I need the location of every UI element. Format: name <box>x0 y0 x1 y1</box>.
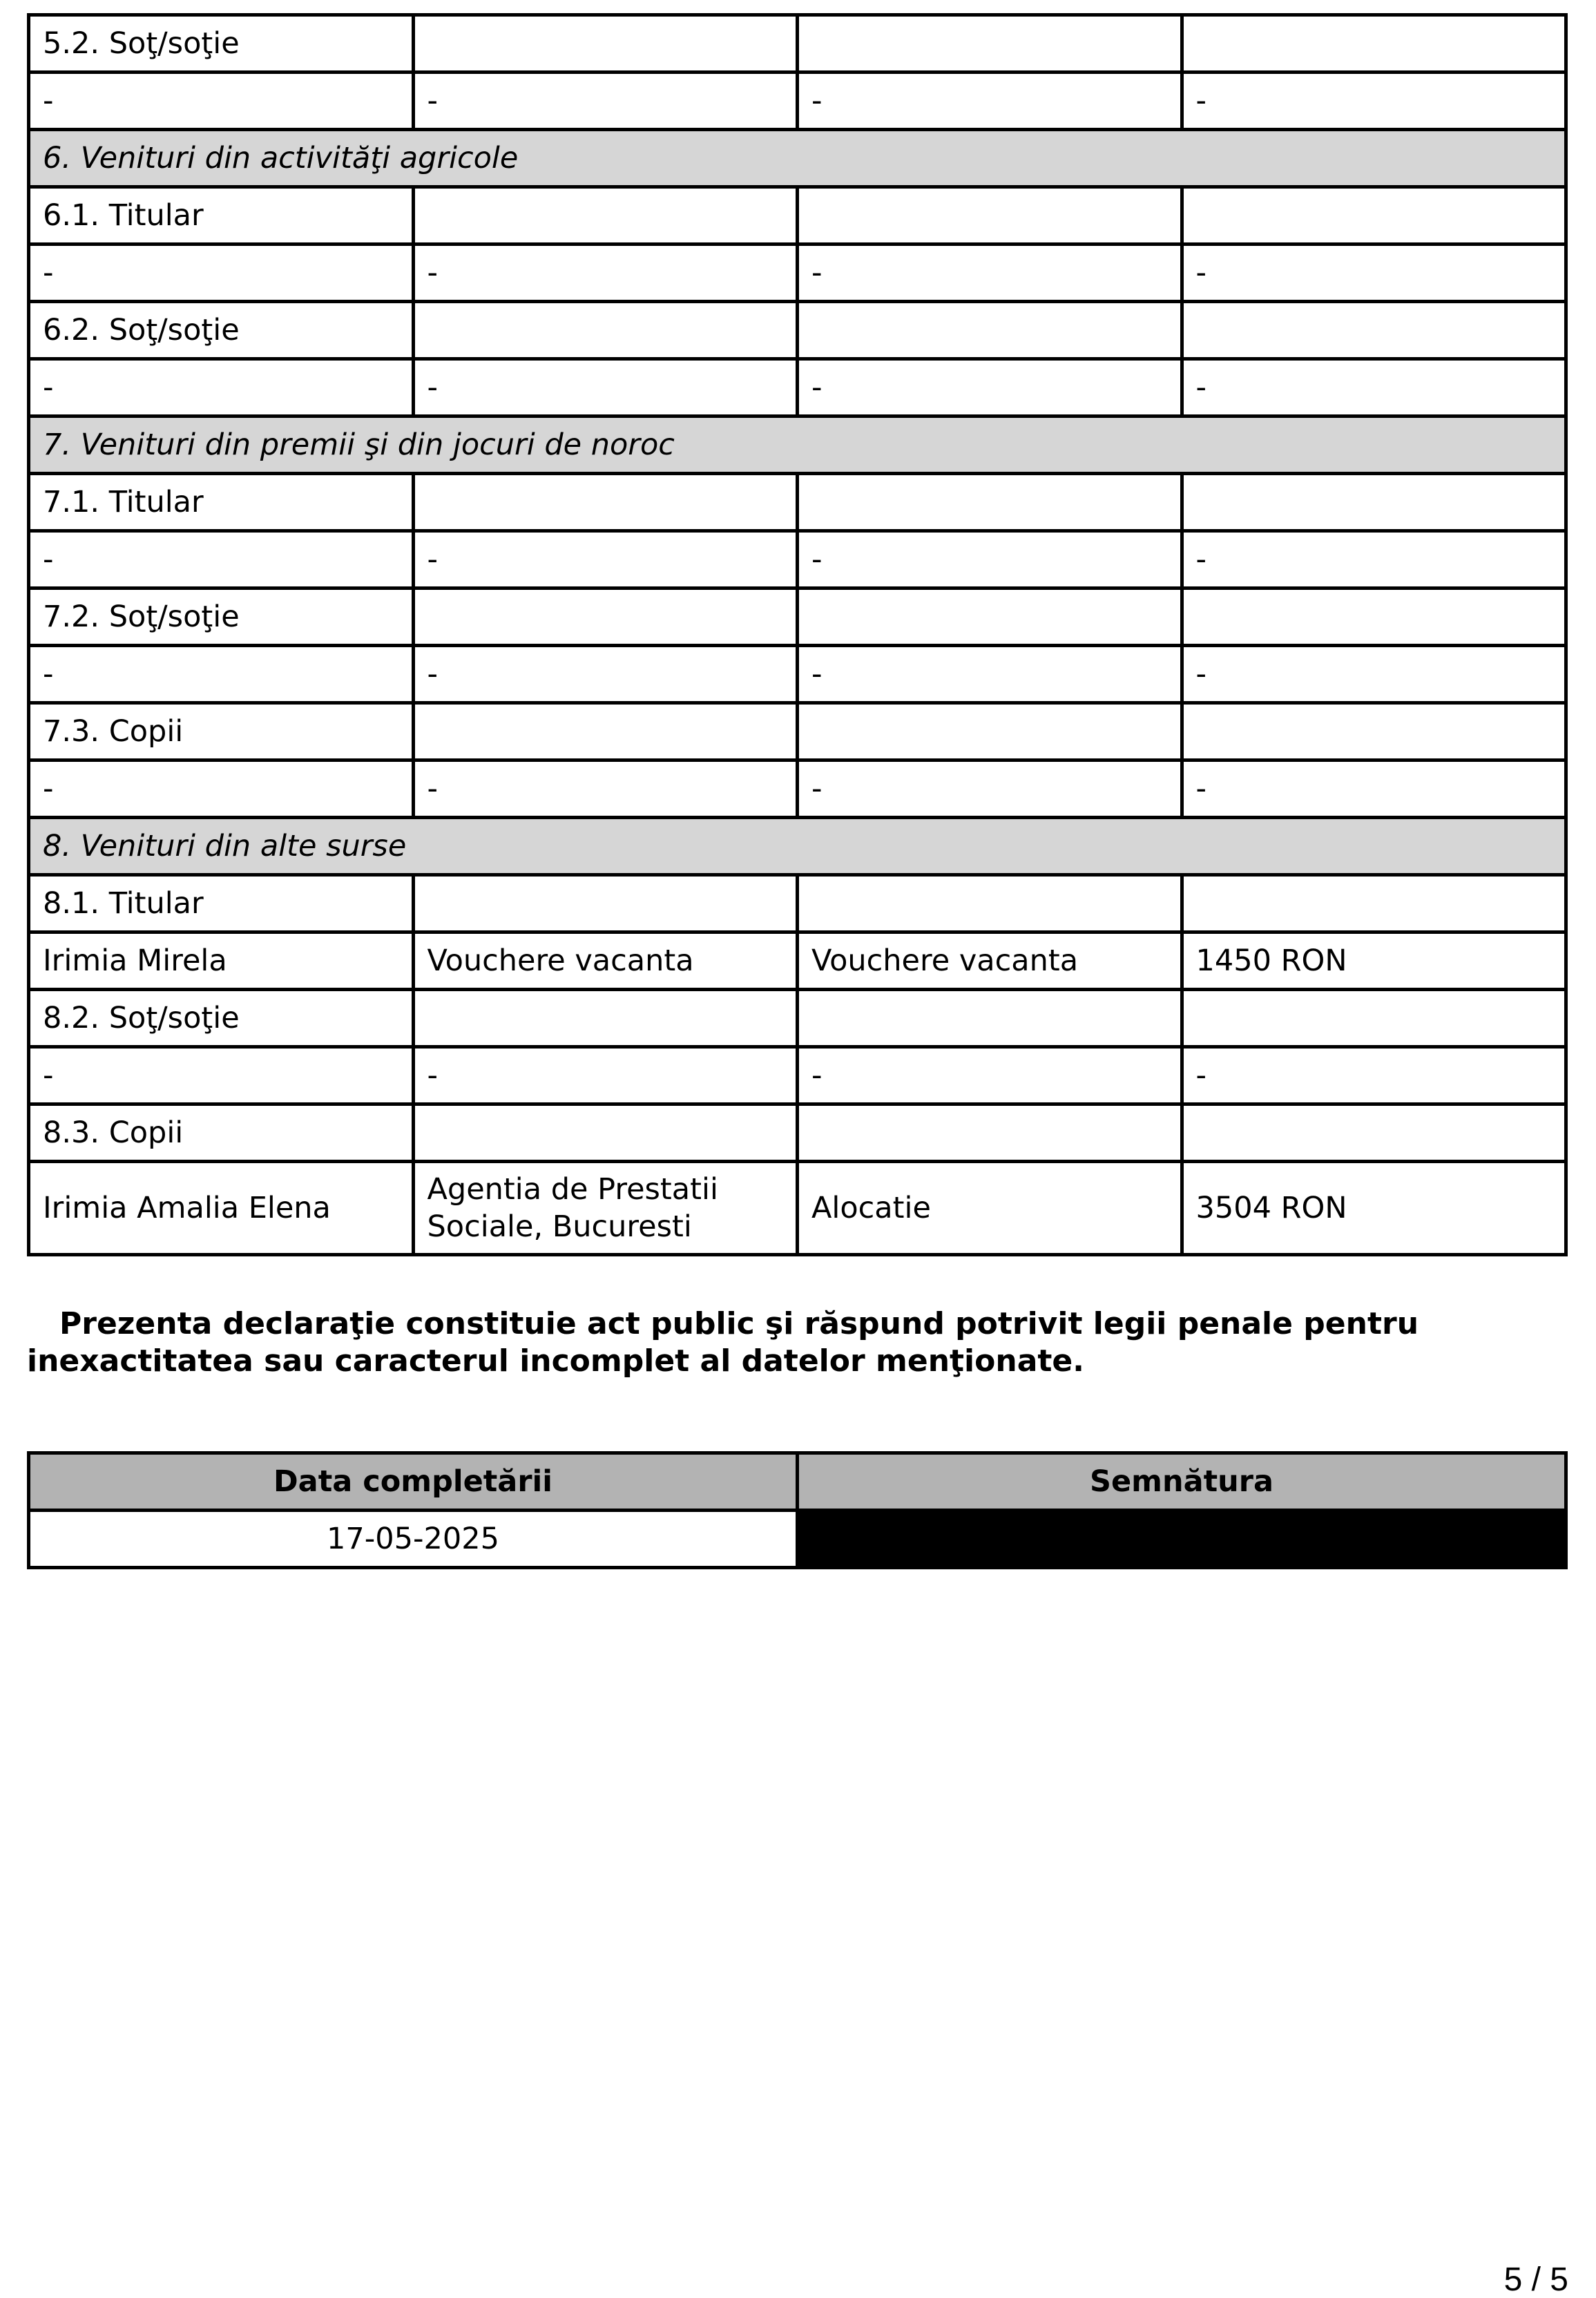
table-cell: - <box>29 646 414 703</box>
subsection-row <box>29 15 1566 73</box>
table-cell <box>1182 15 1566 73</box>
table-cell: 7.3. Copii <box>29 703 414 760</box>
declaration-statement: Prezenta declaraţie constituie act public şi răspund potrivit legii penale pentru inexactitatea sau caracterul incomplet al datelor menţionate. <box>27 1306 1419 1379</box>
table-row <box>29 1047 1566 1104</box>
table-cell: - <box>798 531 1182 588</box>
table-cell: Vouchere vacanta <box>413 932 798 990</box>
table-cell <box>1182 302 1566 359</box>
table-cell: - <box>413 245 798 302</box>
table-cell: - <box>413 359 798 416</box>
table-cell: - <box>1182 1047 1566 1104</box>
table-cell <box>798 187 1182 245</box>
table-row <box>29 1162 1566 1255</box>
table-cell <box>413 990 798 1047</box>
table-cell: - <box>798 73 1182 130</box>
table-cell <box>413 15 798 73</box>
table-cell <box>798 875 1182 932</box>
table-cell <box>798 588 1182 646</box>
date-header: Data completării <box>29 1453 798 1511</box>
table-cell: Agentia de Prestatii Sociale, Bucuresti <box>413 1162 798 1255</box>
table-cell: - <box>1182 760 1566 818</box>
table-cell <box>1182 474 1566 531</box>
table-cell <box>1182 1104 1566 1162</box>
table-cell <box>798 474 1182 531</box>
section-header-row <box>29 818 1566 875</box>
table-cell: - <box>29 359 414 416</box>
table-cell: 5.2. Soţ/soţie <box>29 15 414 73</box>
table-cell <box>1182 703 1566 760</box>
table-cell <box>413 875 798 932</box>
table-cell <box>798 302 1182 359</box>
income-table <box>27 13 1568 1256</box>
section-title: 6. Venituri din activităţi agricole <box>29 130 1566 187</box>
table-cell <box>413 703 798 760</box>
table-cell: - <box>1182 646 1566 703</box>
subsection-row <box>29 875 1566 932</box>
table-cell: - <box>29 73 414 130</box>
table-cell: - <box>798 1047 1182 1104</box>
table-cell <box>798 990 1182 1047</box>
table-cell: Irimia Mirela <box>29 932 414 990</box>
table-cell: 1450 RON <box>1182 932 1566 990</box>
table-cell: - <box>798 760 1182 818</box>
signature-redacted <box>798 1511 1566 1568</box>
subsection-row <box>29 1104 1566 1162</box>
section-header-row <box>29 130 1566 187</box>
table-cell <box>798 15 1182 73</box>
subsection-row <box>29 588 1566 646</box>
table-cell <box>413 187 798 245</box>
table-row <box>29 646 1566 703</box>
table-cell: - <box>798 359 1182 416</box>
table-cell: - <box>29 760 414 818</box>
table-row <box>29 359 1566 416</box>
table-cell <box>413 474 798 531</box>
table-cell: 8.3. Copii <box>29 1104 414 1162</box>
table-cell: - <box>29 245 414 302</box>
table-cell: - <box>798 646 1182 703</box>
table-cell: 8.1. Titular <box>29 875 414 932</box>
subsection-row <box>29 187 1566 245</box>
table-row <box>29 73 1566 130</box>
subsection-row <box>29 302 1566 359</box>
page-number: 5 / 5 <box>1503 2261 1568 2298</box>
table-row <box>29 760 1566 818</box>
table-cell <box>413 1104 798 1162</box>
signature-header: Semnătura <box>798 1453 1566 1511</box>
signature-table-header <box>29 1453 1566 1511</box>
table-cell <box>798 703 1182 760</box>
table-cell: - <box>1182 359 1566 416</box>
completion-date: 17-05-2025 <box>29 1511 798 1568</box>
table-cell: - <box>413 646 798 703</box>
table-row <box>29 245 1566 302</box>
table-cell <box>1182 990 1566 1047</box>
table-cell: - <box>29 531 414 588</box>
table-cell <box>1182 875 1566 932</box>
table-cell: - <box>1182 245 1566 302</box>
section-title: 8. Venituri din alte surse <box>29 818 1566 875</box>
table-cell: - <box>1182 531 1566 588</box>
section-title: 7. Venituri din premii şi din jocuri de noroc <box>29 416 1566 474</box>
table-cell: - <box>413 1047 798 1104</box>
table-cell: 6.1. Titular <box>29 187 414 245</box>
table-cell <box>1182 588 1566 646</box>
table-cell: 6.2. Soţ/soţie <box>29 302 414 359</box>
table-cell: 7.2. Soţ/soţie <box>29 588 414 646</box>
table-cell: 3504 RON <box>1182 1162 1566 1255</box>
table-cell: Alocatie <box>798 1162 1182 1255</box>
table-cell: Irimia Amalia Elena <box>29 1162 414 1255</box>
subsection-row <box>29 474 1566 531</box>
table-cell: 8.2. Soţ/soţie <box>29 990 414 1047</box>
subsection-row <box>29 990 1566 1047</box>
signature-table <box>27 1451 1568 1569</box>
table-cell: - <box>1182 73 1566 130</box>
table-cell: - <box>413 73 798 130</box>
signature-table-row <box>29 1511 1566 1568</box>
table-cell <box>1182 187 1566 245</box>
table-cell: - <box>29 1047 414 1104</box>
table-cell: - <box>798 245 1182 302</box>
table-row <box>29 932 1566 990</box>
section-header-row <box>29 416 1566 474</box>
table-cell <box>413 588 798 646</box>
table-row <box>29 531 1566 588</box>
income-table-body <box>29 15 1566 1255</box>
table-cell <box>798 1104 1182 1162</box>
table-cell: 7.1. Titular <box>29 474 414 531</box>
table-cell: - <box>413 760 798 818</box>
table-cell: - <box>413 531 798 588</box>
table-cell: Vouchere vacanta <box>798 932 1182 990</box>
subsection-row <box>29 703 1566 760</box>
table-cell <box>413 302 798 359</box>
